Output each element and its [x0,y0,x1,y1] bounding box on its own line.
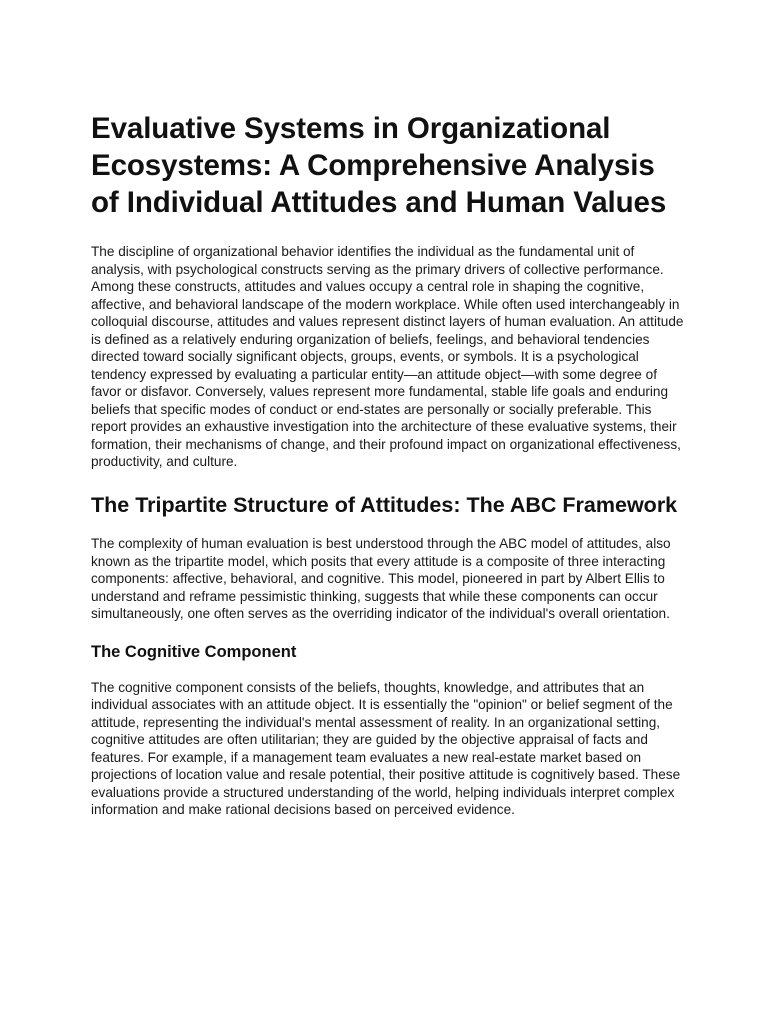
section-heading: The Tripartite Structure of Attitudes: The ABC Framework [91,492,678,517]
document-page [91,110,687,819]
subsection-heading: The Cognitive Component [91,642,297,661]
document-title: Evaluative Systems in Organizational Ecosystems: A Comprehensive Analysis of Individual Attitudes and Human Values [91,112,667,219]
section-paragraph: The complexity of human evaluation is best understood through the ABC model of attitudes, also known as the tripartite model, which posits that every attitude is a composite of three interacting components: affective, behavioral, and cognitive. This model, pioneered in part by Albert Ellis to understand and reframe pessimistic thinking, suggests that while these components can occur simultaneously, one often serves as the overriding indicator of the individual's overall orientation. [91,536,671,621]
intro-paragraph: The discipline of organizational behavior identifies the individual as the fundamental unit of analysis, with psychological constructs serving as the primary drivers of collective performance. Among these constructs, attitudes and values occupy a central role in shaping the cognitive, affective, and behavioral landscape of the modern workplace. While often used interchangeably in colloquial discourse, attitudes and values represent distinct layers of human evaluation. An attitude is defined as a relatively enduring organization of beliefs, feelings, and behavioral tendencies directed toward socially significant objects, groups, events, or symbols. It is a psychological tendency expressed by evaluating a particular entity—an attitude object—with some degree of favor or disfavor. Conversely, values represent more fundamental, stable life goals and enduring beliefs that specific modes of conduct or end-states are personally or socially preferable. This report provides an exhaustive investigation into the architecture of these evaluative systems, their formation, their mechanisms of change, and their profound impact on organizational effectiveness, productivity, and culture. [91,244,684,469]
subsection-paragraph: The cognitive component consists of the beliefs, thoughts, knowledge, and attributes that an individual associates with an attitude object. It is essentially the "opinion" or belief segment of the attitude, representing the individual's mental assessment of reality. In an organizational setting, cognitive attitudes are often utilitarian; they are guided by the objective appraisal of facts and features. For example, if a management team evaluates a new real-estate market based on projections of location value and resale potential, their positive attitude is cognitively based. These evaluations provide a structured understanding of the world, helping individuals interpret complex information and make rational decisions based on perceived evidence. [91,679,681,817]
